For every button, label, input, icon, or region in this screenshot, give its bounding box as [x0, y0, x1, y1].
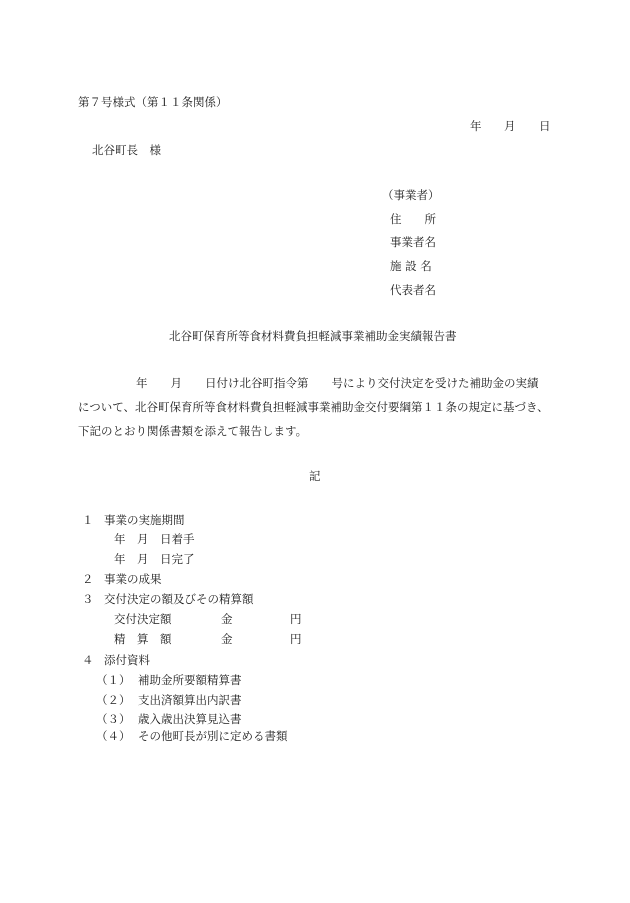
attachment-2-number: （２） [96, 693, 131, 707]
date-month-label: 月 [504, 119, 516, 133]
attachment-1-number: （１） [96, 673, 131, 687]
document-title: 北谷町保育所等食材料費負担軽減事業補助金実績報告書 [169, 329, 457, 343]
period-start: 年 月 日着手 [114, 532, 195, 546]
section-4-number: ４ [82, 653, 94, 667]
body-line-1: 年 月 日付け北谷町指令第 号により交付決定を受けた補助金の実績 [136, 376, 539, 390]
section-1-label: 事業の実施期間 [104, 513, 185, 527]
attachment-4-text: その他町長が別に定める書類 [138, 729, 288, 743]
section-3-label: 交付決定の額及びその精算額 [104, 592, 254, 606]
settlement-kin: 金 [221, 632, 233, 646]
addressee: 北谷町長 様 [92, 143, 161, 157]
body-line-3: 下記のとおり関係書類を添えて報告します。 [78, 424, 308, 438]
attachment-4-number: （４） [96, 729, 131, 743]
date-day-label: 日 [539, 119, 551, 133]
grant-decision-kin: 金 [221, 612, 233, 626]
settlement-amount-label: 精 算 額 [114, 632, 172, 646]
section-2-number: ２ [82, 572, 94, 586]
section-2-label: 事業の成果 [104, 572, 162, 586]
applicant-heading: （事業者） [382, 188, 440, 202]
form-number: 第７号様式（第１１条関係） [78, 95, 228, 109]
attachment-1-text: 補助金所要額精算書 [138, 673, 242, 687]
section-4-label: 添付資料 [104, 653, 150, 667]
section-1-number: １ [82, 513, 94, 527]
section-3-number: ３ [82, 592, 94, 606]
settlement-yen: 円 [290, 632, 302, 646]
attachment-3-number: （３） [96, 712, 131, 726]
body-line-2: について、北谷町保育所等食材料費負担軽減事業補助金交付要綱第１１条の規定に基づき、 [78, 400, 549, 414]
date-line [470, 121, 560, 135]
ki-heading: 記 [309, 469, 321, 483]
attachment-2-text: 支出済額算出内訳書 [138, 693, 242, 707]
representative-label: 代表者名 [390, 283, 436, 297]
facility-name-label: 施 設 名 [390, 259, 432, 273]
date-year-label: 年 [470, 119, 482, 133]
business-name-label: 事業者名 [390, 235, 436, 249]
grant-decision-yen: 円 [290, 612, 302, 626]
grant-decision-amount-label: 交付決定額 [114, 612, 172, 626]
attachment-3-text: 歳入歳出決算見込書 [138, 712, 242, 726]
period-end: 年 月 日完了 [114, 552, 195, 566]
address-label: 住 所 [390, 212, 436, 226]
